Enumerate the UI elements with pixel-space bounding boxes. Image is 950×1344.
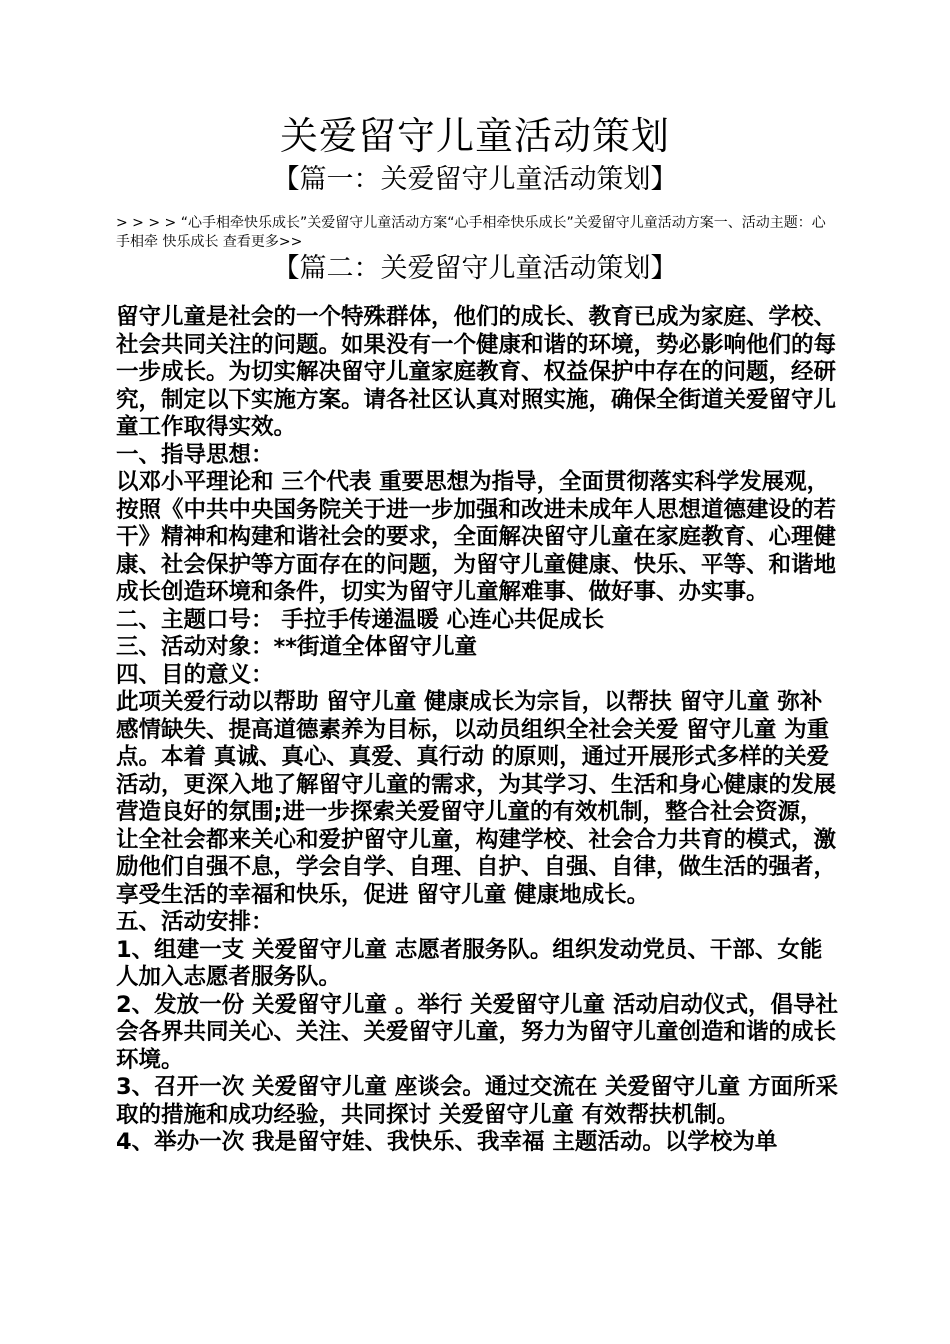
intro-paragraph: 留守儿童是社会的一个特殊群体，他们的成长、教育已成为家庭、学校、社会共同关注的问题。如果没有一个健康和谐的环境，势必影响他们的每一步成长。为切实解决留守儿童家庭教育、权益保护中存在的问题，经研究，制定以下实施方案。请各社区认真对照实施，确保全街道关爱留守儿童工作取得实效。 [116, 304, 837, 440]
heading-activity-arrangement: 五、活动安排： [116, 909, 274, 935]
document-title: 关爱留守儿童活动策划 [279, 114, 670, 158]
heading-guiding-ideology: 一、指导思想： [116, 441, 274, 468]
body-text [116, 304, 844, 1157]
breadcrumb-summary: > > > > “心手相牵快乐成长”关爱留守儿童活动方案“心手相牵快乐成长”关爱留守儿童活动方案一、活动主题：心手相牵 快乐成长 查看更多>> [116, 215, 826, 250]
list-item-4: 4、举办一次 我是留守娃、我快乐、我幸福 主题活动。以学校为单 [116, 1129, 778, 1155]
heading-theme-slogan: 二、主题口号： 手拉手传递温暖 心连心共促成长 [116, 606, 605, 633]
paragraph-guiding-ideology: 以邓小平理论和 三个代表 重要思想为指导，全面贯彻落实科学发展观，按照《中共中央国务院关于进一步加强和改进未成年人思想道德建设的若干》精神和构建和谐社会的要求，全面解决留守儿童在家庭教育、心理健康、社会保护等方面存在的问题，为留守儿童健康、快乐、平等、和谐地成长创造环境和条件，切实为留守儿童解难事、做好事、办实事。 [116, 469, 837, 605]
list-item-2: 2、发放一份 关爱留守儿童 。举行 关爱留守儿童 活动启动仪式，倡导社会各界共同关心、关注、关爱留守儿童，努力为留守儿童创造和谐的成长环境。 [116, 991, 838, 1073]
heading-activity-target: 三、活动对象：**街道全体留守儿童 [116, 634, 478, 660]
list-item-3: 3、召开一次 关爱留守儿童 座谈会。通过交流在 关爱留守儿童 方面所采取的措施和成功经验，共同探讨 关爱留守儿童 有效帮扶机制。 [116, 1074, 838, 1128]
paragraph-purpose: 此项关爱行动以帮助 留守儿童 健康成长为宗旨，以帮扶 留守儿童 弥补感情缺失、提高道德素养为目标，以动员组织全社会关爱 留守儿童 为重点。本着 真诚、真心、真爱、真行动 的原则，通过开展形式多样的关爱活动，更深入地了解留守儿童的需求，为其学习、生活和身心健康的发展营造良好的氛围;进一步探索关爱留守儿童的有效机制，整合社会资源，让全社会都来关心和爱护留守儿童，构建学校、社会合力共育的模式，激励他们自强不息，学会自学、自理、自护、自强、自律，做生活的强者，享受生活的幸福和快乐，促进 留守儿童 健康地成长。 [116, 689, 837, 908]
section-heading-2: 【篇二：关爱留守儿童活动策划】 [272, 253, 678, 284]
heading-purpose: 四、目的意义： [116, 661, 274, 688]
section-heading-1: 【篇一：关爱留守儿童活动策划】 [272, 164, 678, 195]
list-item-1: 1、组建一支 关爱留守儿童 志愿者服务队。组织发动党员、干部、女能人加入志愿者服务队。 [116, 936, 823, 990]
